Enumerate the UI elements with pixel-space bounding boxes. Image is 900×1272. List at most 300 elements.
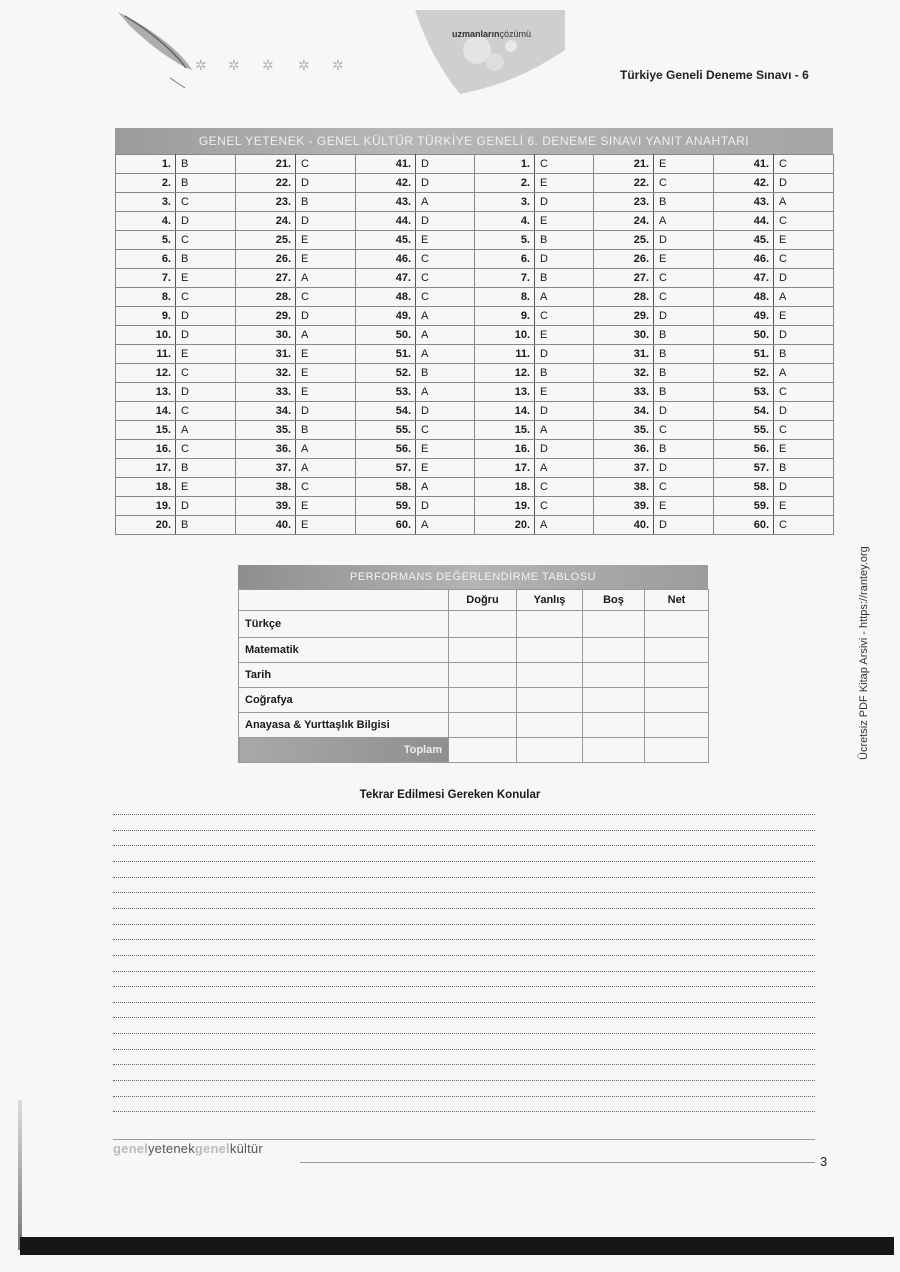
question-number: 28.: [236, 288, 296, 307]
answer-key-row: [116, 250, 834, 269]
question-number: 31.: [236, 345, 296, 364]
answer-letter: C: [654, 421, 714, 440]
answer-letter: B: [654, 440, 714, 459]
total-bos-cell: [583, 738, 645, 763]
answer-letter: D: [296, 402, 356, 421]
answer-letter: B: [176, 516, 236, 535]
question-number: 4.: [116, 212, 176, 231]
question-number: 17.: [475, 459, 535, 478]
question-number: 40.: [236, 516, 296, 535]
note-line: [113, 1017, 815, 1018]
answer-letter: A: [416, 307, 475, 326]
question-number: 55.: [356, 421, 416, 440]
question-number: 3.: [475, 193, 535, 212]
question-number: 8.: [116, 288, 176, 307]
answer-letter: E: [535, 212, 594, 231]
answer-letter: A: [654, 212, 714, 231]
feather-logo-graphic: [110, 8, 370, 93]
answer-letter: D: [535, 193, 594, 212]
answer-letter: B: [176, 250, 236, 269]
answer-letter: E: [416, 440, 475, 459]
svg-text:✲: ✲: [195, 57, 207, 73]
question-number: 48.: [356, 288, 416, 307]
answer-letter: D: [416, 402, 475, 421]
answer-letter: B: [654, 364, 714, 383]
question-number: 49.: [714, 307, 774, 326]
question-number: 25.: [594, 231, 654, 250]
question-number: 51.: [356, 345, 416, 364]
answer-letter: E: [176, 269, 236, 288]
note-line: [113, 1080, 815, 1081]
answer-key-row: [116, 497, 834, 516]
answer-letter: B: [296, 193, 356, 212]
answer-letter: E: [654, 497, 714, 516]
answer-letter: B: [774, 345, 834, 364]
answer-letter: D: [416, 155, 475, 174]
question-number: 60.: [714, 516, 774, 535]
answer-key-row: [116, 440, 834, 459]
question-number: 7.: [116, 269, 176, 288]
question-number: 32.: [594, 364, 654, 383]
answer-letter: D: [535, 440, 594, 459]
answer-letter: B: [654, 345, 714, 364]
question-number: 26.: [236, 250, 296, 269]
question-number: 44.: [714, 212, 774, 231]
bos-cell: [583, 688, 645, 713]
answer-letter: C: [774, 155, 834, 174]
performance-table-title: PERFORMANS DEĞERLENDİRME TABLOSU: [238, 565, 708, 589]
question-number: 32.: [236, 364, 296, 383]
answer-letter: E: [296, 516, 356, 535]
question-number: 22.: [236, 174, 296, 193]
answer-letter: B: [176, 459, 236, 478]
answer-letter: D: [774, 174, 834, 193]
bos-cell: [583, 663, 645, 688]
question-number: 4.: [475, 212, 535, 231]
answer-letter: D: [774, 402, 834, 421]
dogru-cell: [449, 663, 517, 688]
yanlis-cell: [517, 611, 583, 638]
question-number: 57.: [714, 459, 774, 478]
answer-letter: E: [535, 383, 594, 402]
scan-bottom-bar: [20, 1237, 894, 1255]
question-number: 2.: [475, 174, 535, 193]
question-number: 57.: [356, 459, 416, 478]
question-number: 16.: [116, 440, 176, 459]
question-number: 45.: [714, 231, 774, 250]
question-number: 29.: [594, 307, 654, 326]
question-number: 37.: [594, 459, 654, 478]
answer-letter: A: [416, 326, 475, 345]
answer-letter: D: [654, 307, 714, 326]
answer-letter: B: [176, 174, 236, 193]
note-line: [113, 908, 815, 909]
question-number: 56.: [356, 440, 416, 459]
question-number: 42.: [356, 174, 416, 193]
question-number: 50.: [356, 326, 416, 345]
subject-label: Anayasa & Yurttaşlık Bilgisi: [239, 713, 449, 738]
question-number: 9.: [475, 307, 535, 326]
question-number: 3.: [116, 193, 176, 212]
answer-letter: C: [176, 193, 236, 212]
answer-letter: C: [296, 155, 356, 174]
question-number: 18.: [475, 478, 535, 497]
net-cell: [645, 688, 709, 713]
answer-letter: E: [535, 326, 594, 345]
question-number: 5.: [116, 231, 176, 250]
question-number: 50.: [714, 326, 774, 345]
answer-letter: E: [774, 307, 834, 326]
question-number: 56.: [714, 440, 774, 459]
question-number: 27.: [594, 269, 654, 288]
question-number: 23.: [594, 193, 654, 212]
bos-cell: [583, 611, 645, 638]
answer-letter: E: [296, 345, 356, 364]
question-number: 58.: [714, 478, 774, 497]
answer-letter: E: [774, 497, 834, 516]
total-yanlis-cell: [517, 738, 583, 763]
question-number: 29.: [236, 307, 296, 326]
svg-text:✲: ✲: [228, 57, 240, 73]
answer-letter: C: [416, 269, 475, 288]
question-number: 16.: [475, 440, 535, 459]
answer-letter: D: [296, 307, 356, 326]
note-line: [113, 1049, 815, 1050]
question-number: 41.: [356, 155, 416, 174]
yanlis-cell: [517, 663, 583, 688]
answer-letter: C: [774, 516, 834, 535]
question-number: 37.: [236, 459, 296, 478]
note-line: [113, 845, 815, 846]
answer-key-row: [116, 231, 834, 250]
question-number: 46.: [714, 250, 774, 269]
performance-header-blank: [239, 590, 449, 611]
question-number: 36.: [594, 440, 654, 459]
question-number: 23.: [236, 193, 296, 212]
question-number: 5.: [475, 231, 535, 250]
question-number: 24.: [236, 212, 296, 231]
note-line: [113, 1111, 815, 1112]
note-line: [113, 1096, 815, 1097]
brand-badge-graphic: [415, 10, 565, 94]
question-number: 46.: [356, 250, 416, 269]
answer-letter: C: [176, 231, 236, 250]
answer-letter: A: [774, 364, 834, 383]
answer-key-row: [116, 421, 834, 440]
answer-letter: C: [176, 402, 236, 421]
question-number: 51.: [714, 345, 774, 364]
answer-letter: D: [774, 478, 834, 497]
subject-row: [239, 663, 709, 688]
answer-key-body: [116, 155, 834, 535]
notes-title: Tekrar Edilmesi Gereken Konular: [359, 789, 541, 801]
answer-letter: C: [296, 288, 356, 307]
question-number: 48.: [714, 288, 774, 307]
question-number: 39.: [236, 497, 296, 516]
note-line: [113, 1002, 815, 1003]
question-number: 59.: [356, 497, 416, 516]
note-line: [113, 971, 815, 972]
question-number: 33.: [594, 383, 654, 402]
total-row: [239, 738, 709, 763]
answer-key-table: [115, 154, 834, 535]
answer-key-row: [116, 326, 834, 345]
question-number: 38.: [236, 478, 296, 497]
answer-key-row: [116, 269, 834, 288]
answer-letter: B: [654, 193, 714, 212]
answer-key-row: [116, 345, 834, 364]
column-header-dogru: Doğru: [449, 590, 517, 611]
question-number: 26.: [594, 250, 654, 269]
answer-letter: B: [535, 269, 594, 288]
scan-edge-shadow: [18, 1100, 22, 1250]
answer-key-row: [116, 402, 834, 421]
answer-letter: C: [176, 288, 236, 307]
total-net-cell: [645, 738, 709, 763]
question-number: 43.: [714, 193, 774, 212]
note-line: [113, 939, 815, 940]
yanlis-cell: [517, 713, 583, 738]
question-number: 38.: [594, 478, 654, 497]
answer-key-row: [116, 193, 834, 212]
question-number: 36.: [236, 440, 296, 459]
answer-key-row: [116, 383, 834, 402]
question-number: 54.: [714, 402, 774, 421]
answer-letter: D: [176, 307, 236, 326]
question-number: 28.: [594, 288, 654, 307]
question-number: 1.: [116, 155, 176, 174]
question-number: 2.: [116, 174, 176, 193]
subject-label: Türkçe: [239, 611, 449, 638]
answer-letter: A: [416, 516, 475, 535]
answer-letter: B: [416, 364, 475, 383]
answer-letter: C: [654, 288, 714, 307]
answer-letter: A: [416, 193, 475, 212]
answer-letter: D: [654, 231, 714, 250]
question-number: 8.: [475, 288, 535, 307]
answer-letter: D: [774, 269, 834, 288]
dogru-cell: [449, 611, 517, 638]
answer-letter: A: [774, 193, 834, 212]
subject-row: [239, 713, 709, 738]
question-number: 1.: [475, 155, 535, 174]
question-number: 18.: [116, 478, 176, 497]
yanlis-cell: [517, 638, 583, 663]
question-number: 53.: [714, 383, 774, 402]
answer-letter: C: [176, 364, 236, 383]
question-number: 15.: [116, 421, 176, 440]
question-number: 42.: [714, 174, 774, 193]
question-number: 17.: [116, 459, 176, 478]
question-number: 21.: [594, 155, 654, 174]
question-number: 39.: [594, 497, 654, 516]
question-number: 10.: [475, 326, 535, 345]
svg-text:✲: ✲: [332, 57, 344, 73]
answer-letter: C: [654, 478, 714, 497]
answer-key-row: [116, 174, 834, 193]
answer-letter: D: [535, 402, 594, 421]
answer-letter: E: [535, 174, 594, 193]
question-number: 44.: [356, 212, 416, 231]
bos-cell: [583, 638, 645, 663]
answer-letter: D: [416, 212, 475, 231]
answer-letter: A: [416, 345, 475, 364]
answer-letter: A: [416, 383, 475, 402]
answer-letter: C: [416, 250, 475, 269]
answer-letter: C: [774, 212, 834, 231]
column-header-net: Net: [645, 590, 709, 611]
answer-letter: D: [176, 326, 236, 345]
subject-row: [239, 688, 709, 713]
answer-letter: B: [535, 364, 594, 383]
answer-letter: C: [535, 155, 594, 174]
note-line: [113, 924, 815, 925]
answer-letter: C: [535, 478, 594, 497]
question-number: 19.: [475, 497, 535, 516]
answer-letter: A: [416, 478, 475, 497]
answer-letter: C: [416, 421, 475, 440]
answer-letter: D: [654, 402, 714, 421]
note-line: [113, 830, 815, 831]
question-number: 41.: [714, 155, 774, 174]
answer-key-row: [116, 155, 834, 174]
answer-letter: D: [176, 383, 236, 402]
answer-letter: C: [535, 497, 594, 516]
answer-letter: D: [296, 212, 356, 231]
answer-letter: E: [416, 459, 475, 478]
footer-rule: [113, 1139, 815, 1140]
answer-key-row: [116, 478, 834, 497]
answer-key-row: [116, 516, 834, 535]
answer-letter: A: [535, 421, 594, 440]
question-number: 47.: [714, 269, 774, 288]
page-number: 3: [820, 1154, 828, 1169]
question-number: 13.: [116, 383, 176, 402]
answer-letter: A: [176, 421, 236, 440]
question-number: 53.: [356, 383, 416, 402]
net-cell: [645, 663, 709, 688]
note-line: [113, 814, 815, 815]
answer-letter: B: [296, 421, 356, 440]
question-number: 60.: [356, 516, 416, 535]
question-number: 25.: [236, 231, 296, 250]
question-number: 12.: [116, 364, 176, 383]
note-line: [113, 861, 815, 862]
answer-letter: E: [774, 231, 834, 250]
question-number: 20.: [116, 516, 176, 535]
footer-rule-2: [300, 1162, 815, 1163]
answer-letter: E: [774, 440, 834, 459]
note-line: [113, 892, 815, 893]
answer-letter: A: [296, 269, 356, 288]
question-number: 24.: [594, 212, 654, 231]
answer-letter: D: [535, 250, 594, 269]
answer-letter: A: [535, 288, 594, 307]
svg-text:✲: ✲: [298, 57, 310, 73]
answer-key-row: [116, 288, 834, 307]
question-number: 11.: [475, 345, 535, 364]
subject-label: Coğrafya: [239, 688, 449, 713]
answer-letter: E: [416, 231, 475, 250]
note-line: [113, 986, 815, 987]
note-line: [113, 877, 815, 878]
answer-key-title: GENEL YETENEK - GENEL KÜLTÜR TÜRKİYE GENELİ 6. DENEME SINAVI YANIT ANAHTARI: [115, 128, 833, 154]
total-label: Toplam: [239, 738, 449, 763]
answer-letter: D: [654, 516, 714, 535]
answer-key-row: [116, 364, 834, 383]
question-number: 31.: [594, 345, 654, 364]
answer-letter: E: [296, 250, 356, 269]
question-number: 59.: [714, 497, 774, 516]
net-cell: [645, 713, 709, 738]
answer-letter: A: [296, 326, 356, 345]
question-number: 52.: [714, 364, 774, 383]
question-number: 52.: [356, 364, 416, 383]
answer-letter: D: [176, 212, 236, 231]
total-dogru-cell: [449, 738, 517, 763]
answer-letter: D: [416, 174, 475, 193]
question-number: 22.: [594, 174, 654, 193]
dogru-cell: [449, 638, 517, 663]
answer-letter: A: [296, 440, 356, 459]
question-number: 6.: [116, 250, 176, 269]
answer-letter: D: [176, 497, 236, 516]
question-number: 40.: [594, 516, 654, 535]
answer-letter: D: [416, 497, 475, 516]
question-number: 30.: [236, 326, 296, 345]
answer-letter: C: [774, 421, 834, 440]
question-number: 43.: [356, 193, 416, 212]
question-number: 35.: [594, 421, 654, 440]
column-header-yanlis: Yanlış: [517, 590, 583, 611]
answer-letter: E: [176, 345, 236, 364]
question-number: 34.: [594, 402, 654, 421]
dogru-cell: [449, 713, 517, 738]
answer-letter: A: [535, 516, 594, 535]
answer-key-row: [116, 307, 834, 326]
question-number: 35.: [236, 421, 296, 440]
answer-letter: A: [296, 459, 356, 478]
question-number: 7.: [475, 269, 535, 288]
yanlis-cell: [517, 688, 583, 713]
subject-label: Matematik: [239, 638, 449, 663]
page-heading: Türkiye Geneli Deneme Sınavı - 6: [620, 68, 809, 82]
answer-letter: C: [774, 383, 834, 402]
answer-letter: D: [774, 326, 834, 345]
answer-letter: B: [176, 155, 236, 174]
answer-letter: B: [774, 459, 834, 478]
answer-letter: E: [654, 250, 714, 269]
answer-letter: C: [654, 269, 714, 288]
answer-letter: A: [774, 288, 834, 307]
subject-row: [239, 611, 709, 638]
answer-letter: C: [296, 478, 356, 497]
answer-letter: B: [535, 231, 594, 250]
subject-row: [239, 638, 709, 663]
answer-letter: C: [416, 288, 475, 307]
question-number: 14.: [475, 402, 535, 421]
bos-cell: [583, 713, 645, 738]
performance-table: [238, 589, 709, 763]
question-number: 21.: [236, 155, 296, 174]
question-number: 58.: [356, 478, 416, 497]
answer-letter: D: [535, 345, 594, 364]
note-line: [113, 955, 815, 956]
svg-text:✲: ✲: [262, 57, 274, 73]
note-line: [113, 1033, 815, 1034]
question-number: 6.: [475, 250, 535, 269]
question-number: 14.: [116, 402, 176, 421]
